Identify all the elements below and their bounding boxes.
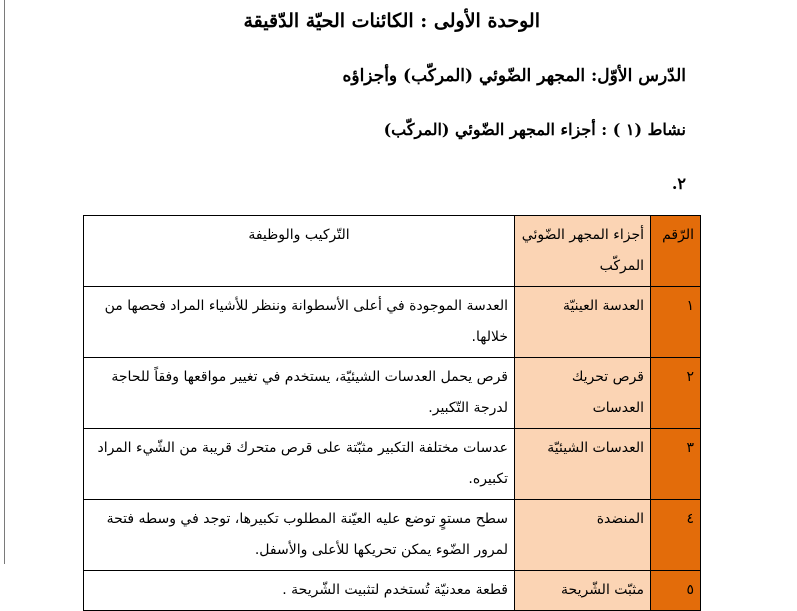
row-description: قطعة معدنيّة تُستخدم لتثبيت الشّريحة .	[84, 571, 515, 611]
table-row	[84, 358, 701, 429]
row-part: قرص تحريك العدسات	[515, 358, 651, 429]
activity-title: نشاط (١ ) : أجزاء المجهر الضّوئي (المركّب)	[383, 120, 686, 139]
row-part: المنضدة	[515, 500, 651, 571]
row-description: عدسات مختلفة التكبير مثبّتة على قرص متحرك قريبة من الشّيء المراد تكبيره.	[84, 429, 515, 500]
page-left-border	[4, 0, 5, 564]
header-description: التّركيب والوظيفة	[84, 216, 515, 287]
header-part: أجزاء المجهر الضّوئي المركّب	[515, 216, 651, 287]
table-header-row	[84, 216, 701, 287]
row-part: العدسة العينيّة	[515, 287, 651, 358]
row-number: ٥	[651, 571, 701, 611]
table-row	[84, 500, 701, 571]
row-number: ٢	[651, 358, 701, 429]
microscope-parts-table	[83, 215, 701, 611]
row-part: مثبّت الشّريحة	[515, 571, 651, 611]
row-description: سطح مستوٍ توضع عليه العيّنة المطلوب تكبيرها، توجد في وسطه فتحة لمرور الضّوء يمكن تحريكها للأعلى والأسفل.	[84, 500, 515, 571]
row-number: ٣	[651, 429, 701, 500]
table-row	[84, 287, 701, 358]
table-row	[84, 571, 701, 611]
unit-title: الوحدة الأولى : الكائنات الحيّة الدّقيقة	[243, 10, 540, 32]
row-number: ١	[651, 287, 701, 358]
row-description: العدسة الموجودة في أعلى الأسطوانة وننظر للأشياء المراد فحصها من خلالها.	[84, 287, 515, 358]
row-description: قرص يحمل العدسات الشيئيّة، يستخدم في تغيير مواقعها وفقاً للحاجة لدرجة التّكبير.	[84, 358, 515, 429]
table-row	[84, 429, 701, 500]
row-part: العدسات الشيئيّة	[515, 429, 651, 500]
header-number: الرّقم	[651, 216, 701, 287]
row-number: ٤	[651, 500, 701, 571]
item-number: ٢.	[671, 174, 686, 193]
lesson-title: الدّرس الأوّل: المجهر الضّوئي (المركّب) وأجزاؤه	[342, 66, 686, 86]
